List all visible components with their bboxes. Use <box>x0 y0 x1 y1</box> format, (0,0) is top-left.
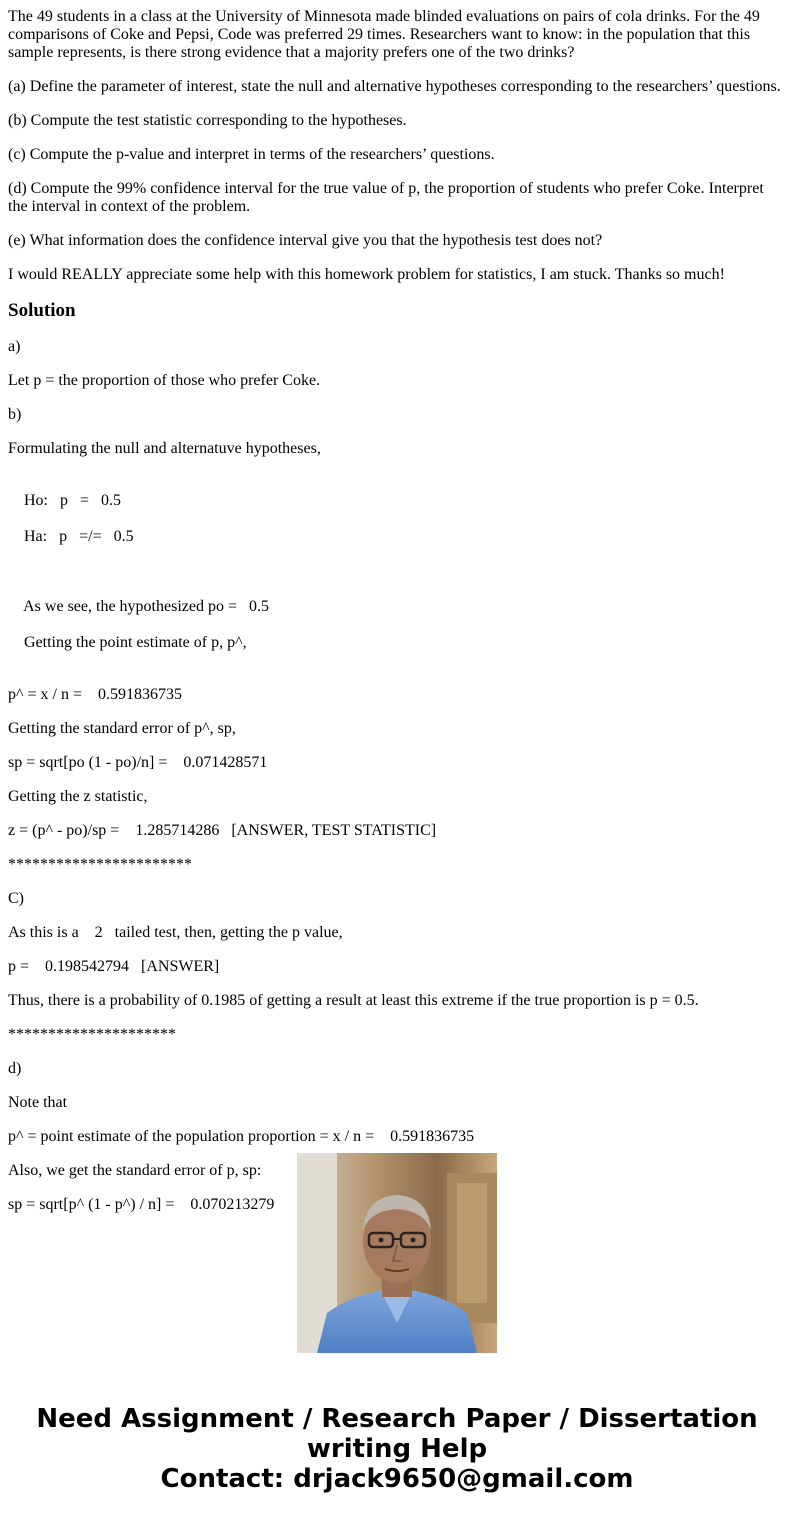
document-body <box>8 0 786 1213</box>
solution-b-label: b) <box>8 406 22 423</box>
promo-line-2: writing Help <box>306 1434 488 1464</box>
c-intro: As this is a 2 tailed test, then, getting the p value, <box>8 924 343 941</box>
author-avatar <box>297 1153 497 1353</box>
d-note: Note that <box>8 1094 68 1111</box>
d-se-intro: Also, we get the standard error of p, sp: <box>8 1162 262 1179</box>
hypotheses <box>8 474 786 564</box>
po-block <box>8 580 786 670</box>
separator-stars: *********************** <box>8 856 192 873</box>
d-sp-line-cut: sp = sqrt[p^ (1 - p^) / n] = 0.070213279 <box>8 1196 275 1213</box>
question-plea: I would REALLY appreciate some help with this homework problem for statistics, I am stuck. Thanks so much! <box>8 266 725 283</box>
phat-line: p^ = x / n = 0.591836735 <box>8 686 182 703</box>
separator-stars: ********************* <box>8 1026 176 1043</box>
point-estimate-intro: Getting the point estimate of p, p^, <box>24 634 247 651</box>
po-line: As we see, the hypothesized po = 0.5 <box>23 598 269 615</box>
solution-a-text: Let p = the proportion of those who prefer Coke. <box>8 372 321 389</box>
question-part-e: (e) What information does the confidence interval give you that the hypothesis test does not? <box>8 232 603 249</box>
z-intro: Getting the z statistic, <box>8 788 148 805</box>
promo-footer <box>0 1404 794 1494</box>
contact-line: Contact: drjack9650@gmail.com <box>160 1464 634 1494</box>
sp-line: sp = sqrt[po (1 - po)/n] = 0.071428571 <box>8 754 268 771</box>
c-interpretation: Thus, there is a probability of 0.1985 of getting a result at least this extreme if the true proportion is p = 0.5. <box>8 992 699 1009</box>
null-hypothesis: Ho: p = 0.5 <box>24 492 122 509</box>
d-phat-line: p^ = point estimate of the population proportion = x / n = 0.591836735 <box>8 1128 475 1145</box>
solution-b-intro: Formulating the null and alternatuve hypotheses, <box>8 440 321 457</box>
alternative-hypothesis: Ha: p =/= 0.5 <box>24 528 134 545</box>
solution-a-label: a) <box>8 338 21 355</box>
question-part-c: (c) Compute the p-value and interpret in terms of the researchers’ questions. <box>8 146 495 163</box>
z-line: z = (p^ - po)/sp = 1.285714286 [ANSWER, TEST STATISTIC] <box>8 822 437 839</box>
promo-line-1: Need Assignment / Research Paper / Dissertation <box>36 1404 758 1434</box>
solution-heading: Solution <box>8 300 76 321</box>
portrait-image <box>297 1153 497 1353</box>
question-part-d: (d) Compute the 99% confidence interval for the true value of p, the proportion of students who prefer Coke. Interpret the interval in context of the problem. <box>8 180 764 215</box>
se-intro: Getting the standard error of p^, sp, <box>8 720 236 737</box>
question-intro: The 49 students in a class at the University of Minnesota made blinded evaluations on pairs of cola drinks. For the 49 comparisons of Coke and Pepsi, Code was preferred 29 times. Researchers want to know: in the population that this sample represents, is there strong evidence that a majority prefers one of the two drinks? <box>8 8 760 61</box>
question-part-b: (b) Compute the test statistic corresponding to the hypotheses. <box>8 112 407 129</box>
solution-c-label: C) <box>8 890 24 907</box>
question-part-a: (a) Define the parameter of interest, state the null and alternative hypotheses corresponding to the researchers’ questions. <box>8 78 781 95</box>
solution-d-label: d) <box>8 1060 22 1077</box>
p-value-line: p = 0.198542794 [ANSWER] <box>8 958 220 975</box>
